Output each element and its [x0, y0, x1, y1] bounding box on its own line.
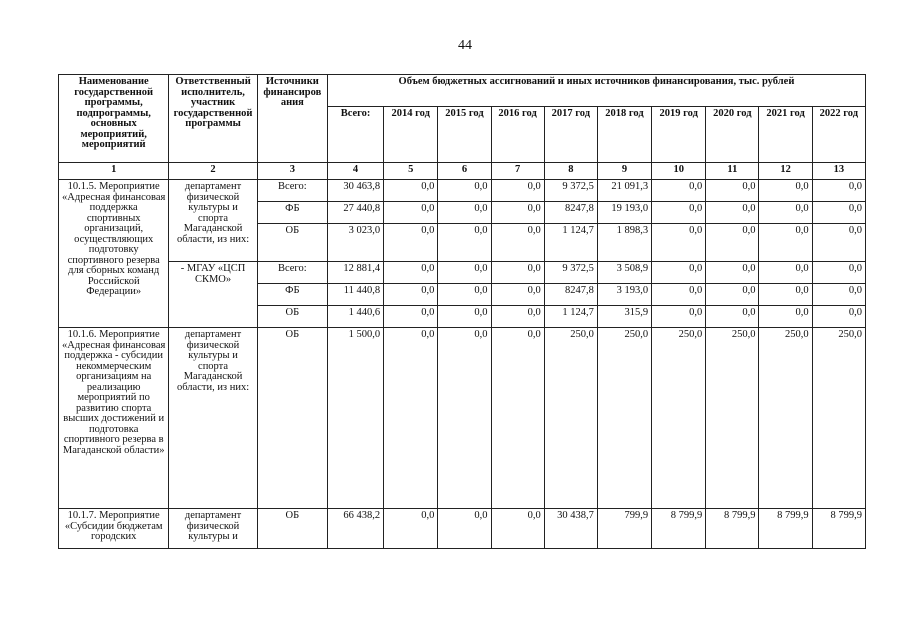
value-cell: 0,0: [706, 262, 759, 284]
value-cell: 0,0: [438, 224, 491, 262]
value-cell: 0,0: [491, 262, 544, 284]
column-index-row: [59, 163, 866, 180]
source-cell: ФБ: [257, 202, 327, 224]
value-cell: 0,0: [491, 284, 544, 306]
column-index: 13: [812, 163, 865, 180]
value-cell: 0,0: [706, 202, 759, 224]
value-cell: 0,0: [438, 509, 491, 549]
value-cell: 1 898,3: [597, 224, 651, 262]
value-cell: 0,0: [812, 262, 865, 284]
header-year: 2015 год: [438, 107, 491, 163]
header-year: 2018 год: [597, 107, 651, 163]
value-cell: 0,0: [384, 202, 438, 224]
value-cell: 0,0: [812, 202, 865, 224]
column-index: 5: [384, 163, 438, 180]
value-cell: 0,0: [759, 202, 812, 224]
value-cell: 0,0: [438, 202, 491, 224]
value-cell: 0,0: [491, 202, 544, 224]
value-cell: 9 372,5: [544, 180, 597, 202]
header-year: 2017 год: [544, 107, 597, 163]
column-index: 9: [597, 163, 651, 180]
header-year: 2014 год: [384, 107, 438, 163]
value-cell: 315,9: [597, 306, 651, 328]
measure-name: 10.1.5. Мероприятие «Адресная финансовая поддержка спортивных организаций, осуществляющих подготовку спортивного резерва для сборных команд Российской Федерации»: [59, 180, 169, 328]
value-cell: 1 500,0: [327, 328, 383, 509]
value-cell: 0,0: [384, 328, 438, 509]
value-cell: 30 438,7: [544, 509, 597, 549]
value-cell: 0,0: [438, 262, 491, 284]
value-cell: 0,0: [384, 262, 438, 284]
source-cell: Всего:: [257, 180, 327, 202]
column-index: 11: [706, 163, 759, 180]
value-cell: 66 438,2: [327, 509, 383, 549]
value-cell: 0,0: [491, 224, 544, 262]
measure-name: 10.1.7. Мероприятие «Субсидии бюджетам городских: [59, 509, 169, 549]
column-index: 8: [544, 163, 597, 180]
column-index: 7: [491, 163, 544, 180]
header-executor: Ответственный исполнитель, участник государственной программы: [169, 75, 257, 163]
value-cell: 0,0: [491, 509, 544, 549]
value-cell: 799,9: [597, 509, 651, 549]
value-cell: 0,0: [652, 284, 706, 306]
value-cell: 0,0: [706, 224, 759, 262]
value-cell: 0,0: [438, 306, 491, 328]
header-year: 2016 год: [491, 107, 544, 163]
value-cell: 0,0: [706, 180, 759, 202]
value-cell: 0,0: [759, 262, 812, 284]
value-cell: 8 799,9: [812, 509, 865, 549]
value-cell: 0,0: [384, 509, 438, 549]
value-cell: 8 799,9: [652, 509, 706, 549]
source-cell: ОБ: [257, 509, 327, 549]
table-row: [59, 328, 866, 509]
value-cell: 0,0: [438, 328, 491, 509]
value-cell: 0,0: [812, 180, 865, 202]
value-cell: 19 193,0: [597, 202, 651, 224]
value-cell: 0,0: [384, 306, 438, 328]
executor-cell: - МГАУ «ЦСП СКМО»: [169, 262, 257, 328]
value-cell: 0,0: [491, 328, 544, 509]
source-cell: Всего:: [257, 262, 327, 284]
value-cell: 0,0: [759, 284, 812, 306]
column-index: 10: [652, 163, 706, 180]
header-year: 2019 год: [652, 107, 706, 163]
table-row: [59, 180, 866, 202]
column-index: 6: [438, 163, 491, 180]
executor-cell: департамент физической культуры и: [169, 509, 257, 549]
value-cell: 3 193,0: [597, 284, 651, 306]
value-cell: 30 463,8: [327, 180, 383, 202]
value-cell: 0,0: [652, 262, 706, 284]
value-cell: 0,0: [706, 306, 759, 328]
column-index: 1: [59, 163, 169, 180]
executor-cell: департамент физической культуры и спорта Магаданской области, из них:: [169, 180, 257, 262]
value-cell: 12 881,4: [327, 262, 383, 284]
value-cell: 0,0: [491, 306, 544, 328]
value-cell: 9 372,5: [544, 262, 597, 284]
source-cell: ОБ: [257, 306, 327, 328]
measure-name: 10.1.6. Мероприятие «Адресная финансовая поддержка - субсидии некоммерческим организациям на реализацию мероприятий по развитию спорта высших достижений и подготовка спортивного резерва в Магаданской области»: [59, 328, 169, 509]
value-cell: 0,0: [652, 202, 706, 224]
column-index: 12: [759, 163, 812, 180]
header-volume: Объем бюджетных ассигнований и иных источников финансирования, тыс. рублей: [327, 75, 865, 107]
value-cell: 0,0: [706, 284, 759, 306]
budget-table: [58, 74, 866, 549]
value-cell: 11 440,8: [327, 284, 383, 306]
value-cell: 8247,8: [544, 202, 597, 224]
value-cell: 27 440,8: [327, 202, 383, 224]
value-cell: 1 440,6: [327, 306, 383, 328]
value-cell: 0,0: [652, 306, 706, 328]
page-number: 44: [458, 38, 472, 53]
column-index: 2: [169, 163, 257, 180]
value-cell: 250,0: [812, 328, 865, 509]
value-cell: 0,0: [384, 180, 438, 202]
value-cell: 0,0: [759, 224, 812, 262]
header-year: 2022 год: [812, 107, 865, 163]
value-cell: 0,0: [812, 306, 865, 328]
value-cell: 8247,8: [544, 284, 597, 306]
value-cell: 0,0: [652, 224, 706, 262]
value-cell: 0,0: [438, 284, 491, 306]
value-cell: 0,0: [812, 284, 865, 306]
executor-cell: департамент физической культуры и спорта Магаданской области, из них:: [169, 328, 257, 509]
source-cell: ФБ: [257, 284, 327, 306]
value-cell: 8 799,9: [759, 509, 812, 549]
header-total: Всего:: [327, 107, 383, 163]
header-source: Источники финансиров ания: [257, 75, 327, 163]
value-cell: 250,0: [652, 328, 706, 509]
header-name: Наименование государственной программы, подпрограммы, основных мероприятий, мероприятий: [59, 75, 169, 163]
source-cell: ОБ: [257, 224, 327, 262]
value-cell: 250,0: [706, 328, 759, 509]
value-cell: 0,0: [812, 224, 865, 262]
header-year: 2021 год: [759, 107, 812, 163]
value-cell: 1 124,7: [544, 224, 597, 262]
value-cell: 21 091,3: [597, 180, 651, 202]
column-index: 3: [257, 163, 327, 180]
table-row: [59, 262, 866, 284]
value-cell: 0,0: [759, 306, 812, 328]
value-cell: 250,0: [759, 328, 812, 509]
value-cell: 0,0: [491, 180, 544, 202]
value-cell: 0,0: [384, 284, 438, 306]
value-cell: 3 508,9: [597, 262, 651, 284]
value-cell: 0,0: [384, 224, 438, 262]
value-cell: 0,0: [759, 180, 812, 202]
value-cell: 250,0: [597, 328, 651, 509]
value-cell: 0,0: [652, 180, 706, 202]
header-year: 2020 год: [706, 107, 759, 163]
value-cell: 3 023,0: [327, 224, 383, 262]
value-cell: 250,0: [544, 328, 597, 509]
column-index: 4: [327, 163, 383, 180]
source-cell: ОБ: [257, 328, 327, 509]
value-cell: 8 799,9: [706, 509, 759, 549]
value-cell: 0,0: [438, 180, 491, 202]
table-row: [59, 509, 866, 549]
value-cell: 1 124,7: [544, 306, 597, 328]
